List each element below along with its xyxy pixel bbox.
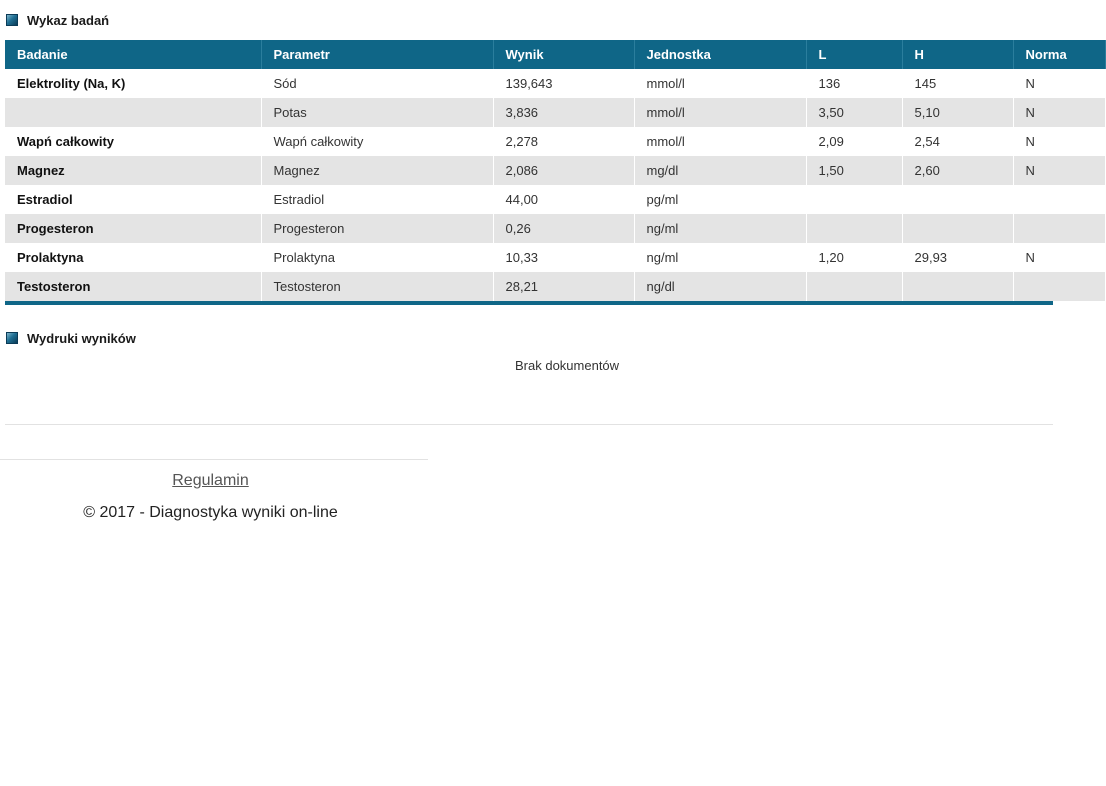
terms-link[interactable]: Regulamin [172, 472, 249, 489]
header-badanie: Badanie [5, 40, 261, 69]
cell-wynik: 3,836 [493, 98, 634, 127]
section-title-tests [6, 11, 109, 29]
cell-wynik: 10,33 [493, 243, 634, 272]
divider [5, 424, 1053, 425]
cell-norma [1013, 185, 1105, 214]
section-title-prints [6, 329, 136, 347]
cell-norma [1013, 214, 1105, 243]
cell-h [902, 272, 1013, 301]
cell-parametr: Prolaktyna [261, 243, 493, 272]
table-row [5, 272, 1105, 301]
cell-badanie: Progesteron [5, 214, 261, 243]
cell-parametr: Estradiol [261, 185, 493, 214]
cell-badanie: Wapń całkowity [5, 127, 261, 156]
cell-l [806, 185, 902, 214]
cell-parametr: Magnez [261, 156, 493, 185]
section-title-tests-label: Wykaz badań [27, 12, 110, 28]
cell-badanie: Magnez [5, 156, 261, 185]
cell-h: 5,10 [902, 98, 1013, 127]
table-row [5, 98, 1105, 127]
cell-jednostka: ng/ml [634, 214, 806, 243]
cell-l [806, 214, 902, 243]
cell-l: 2,09 [806, 127, 902, 156]
cell-l: 136 [806, 69, 902, 98]
cell-badanie: Elektrolity (Na, K) [5, 69, 261, 98]
square-bullet-icon [6, 332, 18, 344]
cell-parametr: Wapń całkowity [261, 127, 493, 156]
table-row [5, 69, 1105, 98]
cell-jednostka: pg/ml [634, 185, 806, 214]
cell-h: 145 [902, 69, 1013, 98]
cell-h: 2,54 [902, 127, 1013, 156]
results-table [5, 40, 1106, 301]
no-documents-message: Brak dokumentów [515, 358, 620, 373]
cell-parametr: Progesteron [261, 214, 493, 243]
cell-h: 2,60 [902, 156, 1013, 185]
cell-wynik: 0,26 [493, 214, 634, 243]
header-jednostka: Jednostka [634, 40, 806, 69]
cell-parametr: Testosteron [261, 272, 493, 301]
cell-jednostka: mmol/l [634, 69, 806, 98]
table-bottom-bar [5, 301, 1053, 305]
table-row [5, 156, 1105, 185]
cell-h [902, 214, 1013, 243]
cell-norma: N [1013, 98, 1105, 127]
section-title-prints-label: Wydruki wyników [27, 330, 136, 346]
table-row [5, 214, 1105, 243]
footer-divider [0, 459, 428, 460]
header-l: L [806, 40, 902, 69]
cell-h [902, 185, 1013, 214]
cell-norma: N [1013, 69, 1105, 98]
cell-l [806, 272, 902, 301]
header-wynik: Wynik [493, 40, 634, 69]
cell-jednostka: ng/dl [634, 272, 806, 301]
cell-norma [1013, 272, 1105, 301]
header-h: H [902, 40, 1013, 69]
table-header-row [5, 40, 1105, 69]
table-row [5, 185, 1105, 214]
cell-jednostka: mg/dl [634, 156, 806, 185]
cell-l: 3,50 [806, 98, 902, 127]
copyright-text: © 2017 - Diagnostyka wyniki on-line [83, 504, 338, 521]
table-row [5, 243, 1105, 272]
cell-norma: N [1013, 127, 1105, 156]
cell-norma: N [1013, 243, 1105, 272]
cell-norma: N [1013, 156, 1105, 185]
results-table-wrap [5, 40, 1067, 301]
cell-wynik: 2,086 [493, 156, 634, 185]
table-row [5, 127, 1105, 156]
cell-badanie: Prolaktyna [5, 243, 261, 272]
cell-jednostka: ng/ml [634, 243, 806, 272]
square-bullet-icon [6, 14, 18, 26]
cell-l: 1,20 [806, 243, 902, 272]
cell-l: 1,50 [806, 156, 902, 185]
cell-wynik: 44,00 [493, 185, 634, 214]
cell-wynik: 28,21 [493, 272, 634, 301]
header-norma: Norma [1013, 40, 1105, 69]
cell-wynik: 2,278 [493, 127, 634, 156]
header-parametr: Parametr [261, 40, 493, 69]
cell-h: 29,93 [902, 243, 1013, 272]
cell-parametr: Sód [261, 69, 493, 98]
cell-jednostka: mmol/l [634, 98, 806, 127]
cell-wynik: 139,643 [493, 69, 634, 98]
cell-badanie: Estradiol [5, 185, 261, 214]
cell-jednostka: mmol/l [634, 127, 806, 156]
cell-parametr: Potas [261, 98, 493, 127]
cell-badanie [5, 98, 261, 127]
cell-badanie: Testosteron [5, 272, 261, 301]
